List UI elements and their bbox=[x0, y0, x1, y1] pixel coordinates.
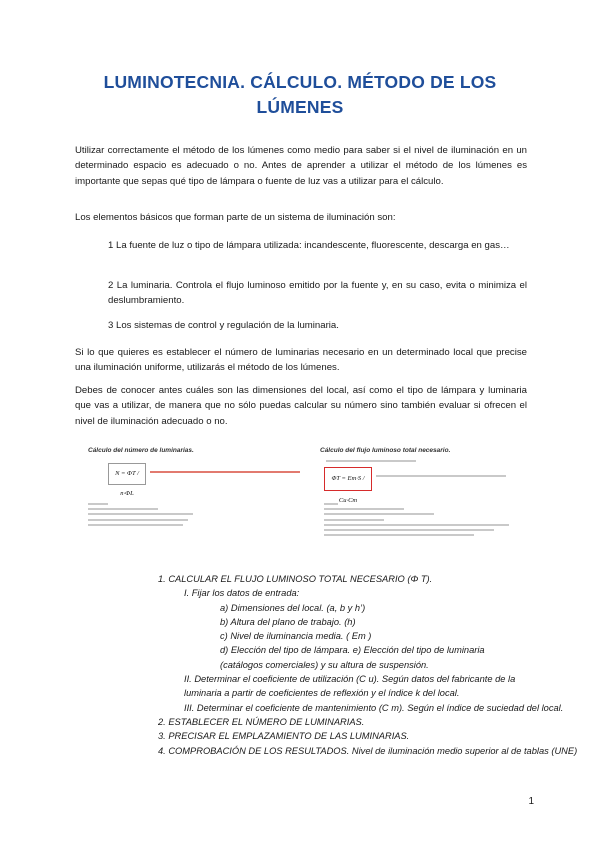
formula-note bbox=[376, 475, 506, 477]
step-1-ii bbox=[158, 672, 538, 701]
step-1-a: a) Dimensiones del local. (a, b y h’) bbox=[220, 602, 366, 613]
page-title: LUMINOTECNIA. CÁLCULO. MÉTODO DE LOS LÚMENES bbox=[103, 72, 497, 117]
procedure-outline bbox=[158, 572, 578, 758]
step-1-ii-text: II. Determinar el coeficiente de utilización (C u). Según datos del fabricante de la luminaria a partir de coeficientes de reflexión y el índice k del local. bbox=[184, 674, 516, 699]
intro-paragraph: Utilizar correctamente el método de los lúmenes como medio para saber si el nivel de iluminación en un determinado espacio es adecuado o no. Antes de aprender a utilizar el método de los lúmenes es importante que sepas qué tipo de lámpara o fuente de luz vas a utilizar para el cálculo. bbox=[75, 145, 527, 187]
paragraph: Si lo que quieres es establecer el número de luminarias necesario en un determinado local que precise una iluminación uniforme, utilizarás el método de los lúmenes. bbox=[75, 347, 527, 374]
figure-number-of-luminaires bbox=[84, 445, 310, 555]
elements-intro: Los elementos básicos que forman parte de un sistema de iluminación son: bbox=[75, 212, 396, 223]
list-item: 1 La fuente de luz o tipo de lámpara utilizada: incandescente, fluorescente, descarga en gas… bbox=[108, 240, 510, 251]
formula-box: ΦT = Em·S / Cu·Cm bbox=[324, 467, 372, 491]
list-item: 2 La luminaria. Controla el flujo luminoso emitido por la fuente y, en su caso, evita o minimiza el deslumbramiento. bbox=[108, 280, 527, 307]
figure-title: Cálculo del número de luminarias. bbox=[88, 447, 194, 454]
page-number: 1 bbox=[528, 796, 534, 807]
figure-total-flux bbox=[316, 445, 526, 555]
step-1-i: I. Fijar los datos de entrada: bbox=[184, 588, 300, 599]
figure-title: Cálculo del flujo luminoso total necesario. bbox=[320, 447, 451, 454]
formula-box: N = ΦT / n·ΦL bbox=[108, 463, 146, 485]
step-3: 3. PRECISAR EL EMPLAZAMIENTO DE LAS LUMINARIAS. bbox=[158, 731, 410, 742]
legend-lines bbox=[324, 503, 514, 539]
step-1-iii: III. Determinar el coeficiente de mantenimiento (C m). Según el índice de suciedad del local. bbox=[184, 702, 564, 713]
step-1-d: d) Elección del tipo de lámpara. e) Elección del tipo de luminaria (catálogos comerciales) y su altura de suspensión. bbox=[220, 645, 485, 670]
paragraph: Debes de conocer antes cuáles son las dimensiones del local, así como el tipo de lámpara y luminaria que vas a utilizar, de manera que no sólo puedas calcular su número sino también evaluar si ofrecen el nivel de iluminación adecuado o no. bbox=[75, 385, 527, 427]
caption-line bbox=[326, 460, 416, 462]
list-item: 3 Los sistemas de control y regulación de la luminaria. bbox=[108, 320, 339, 331]
formula-note bbox=[150, 471, 300, 473]
step-1: 1. CALCULAR EL FLUJO LUMINOSO TOTAL NECESARIO (Φ T). bbox=[158, 574, 433, 584]
step-4: 4. COMPROBACIÓN DE LOS RESULTADOS. Nivel de iluminación medio superior al de tablas (UNE) bbox=[158, 745, 578, 756]
step-1-c: c) Nivel de iluminancia media. ( Em ) bbox=[220, 631, 372, 642]
step-2: 2. ESTABLECER EL NÚMERO DE LUMINARIAS. bbox=[158, 716, 365, 727]
legend-lines bbox=[88, 503, 198, 529]
step-1-b: b) Altura del plano de trabajo. (h) bbox=[220, 616, 356, 627]
